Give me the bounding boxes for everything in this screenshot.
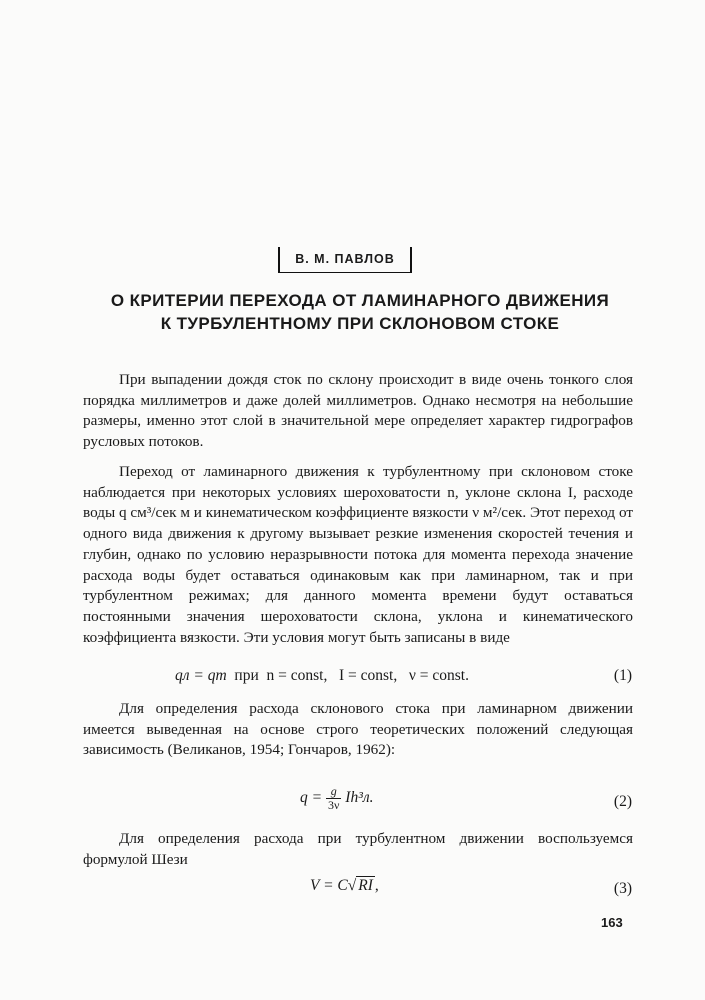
equation-2 <box>300 785 373 812</box>
equation-3 <box>310 877 379 895</box>
title-line-1: О КРИТЕРИИ ПЕРЕХОДА ОТ ЛАМИНАРНОГО ДВИЖЕНИЯ <box>110 291 610 310</box>
eq2-numerator: g <box>326 785 341 799</box>
eq3-tail: , <box>374 877 379 894</box>
paragraph-3-text: Для определения расхода склонового стока при ламинарном движении имеется выведенная на основе строго теоретических положений следующая зависимость (Великанов, 1954; Гончаров, 1962): <box>83 700 633 759</box>
eq3-radical: √ <box>347 877 357 894</box>
eq2-rhs: Ih³л. <box>345 789 374 807</box>
equation-1 <box>175 667 469 685</box>
paragraph-2-text: Переход от ламинарного движения к турбулентному при склоновом стоке наблюдается при некоторых условиях шероховатости n, уклоне склона I, расходе воды q см³/сек м и кинематическом коэффициенте вязкости ν м²/сек. Этот переход от одного вида движения к другому вызывает резкие изменения скоростей течения и глубин, однако по условию неразрывности потока для момента перехода значение расхода воды будет оставаться одинаковым как при ламинарном, так и при турбулентном режимах; для данного момента времени будут оставаться постоянными значения шероховатости склона, уклона и кинематического коэффициента вязкости. Эти условия могут быть записаны в виде <box>83 463 633 646</box>
eq2-fraction <box>326 785 341 812</box>
eq1-lhs: qл = qт <box>175 667 227 684</box>
title-line-2: К ТУРБУЛЕНТНОМУ ПРИ СКЛОНОВОМ СТОКЕ <box>160 314 560 333</box>
eq3-lhs: V = C <box>310 877 348 894</box>
eq1-pri: при <box>234 667 259 684</box>
equation-1-number: (1) <box>613 667 632 684</box>
author-name-box <box>278 247 412 273</box>
paragraph-4-text: Для определения расхода при турбулентном движении воспользуемся формулой Шези <box>83 830 633 868</box>
eq2-denominator: 3ν <box>327 798 340 812</box>
eq3-radicand: RI <box>358 877 373 894</box>
eq2-lhs: q = <box>300 789 323 807</box>
eq1-cond-i: I = const, <box>338 667 398 684</box>
equation-2-number: (2) <box>613 793 632 810</box>
eq1-cond-nu: ν = const. <box>408 667 469 684</box>
equation-3-number: (3) <box>613 880 632 897</box>
author-name: В. М. ПАВЛОВ <box>295 252 395 266</box>
page-number: 163 <box>601 915 623 930</box>
eq1-cond-n: n = const, <box>266 667 328 684</box>
paragraph-2 <box>83 462 633 648</box>
paragraph-1-text: При выпадении дождя сток по склону происходит в виде очень тонкого слоя порядка миллиметров и даже долей миллиметров. Однако несмотря на небольшие размеры, именно этот слой в значительной мере определяет характер гидрографов русловых потоков. <box>83 371 633 451</box>
article-title <box>40 289 680 335</box>
paragraph-1 <box>83 370 633 453</box>
paragraph-3 <box>83 699 633 761</box>
paragraph-4 <box>83 829 633 870</box>
